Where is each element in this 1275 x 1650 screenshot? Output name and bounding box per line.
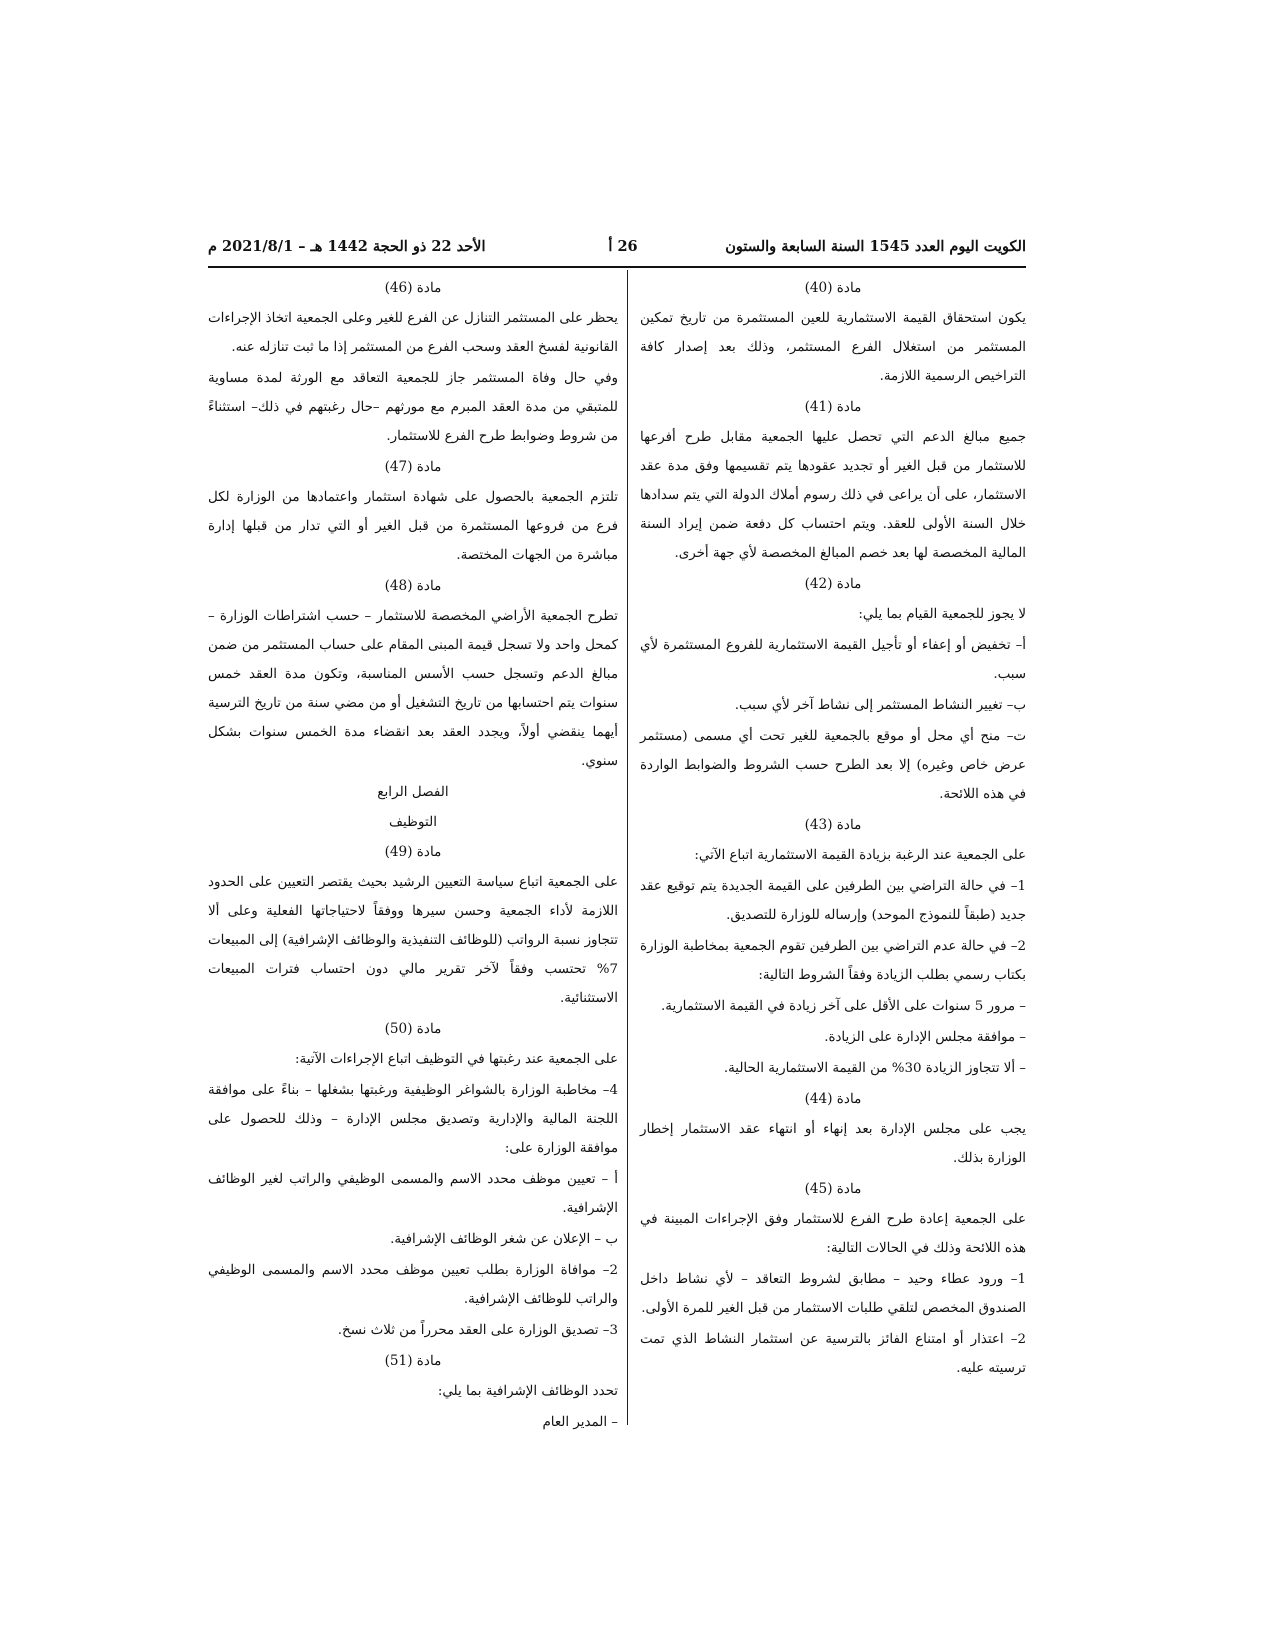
- header-rule: [208, 266, 1026, 268]
- column-divider: [627, 270, 628, 1425]
- paragraph: 2– اعتذار أو امتناع الفائز بالترسية عن استثمار النشاط الذي تمت ترسيته عليه.: [640, 1332, 1026, 1376]
- paragraph: يحظر على المستثمر التنازل عن الفرع للغير وعلى الجمعية اتخاذ الإجراءات القانونية لفسخ العقد وسحب الفرع من المستثمر إذا ما ثبت تنازله عنه.: [208, 311, 618, 355]
- paragraph: على الجمعية عند الرغبة بزيادة القيمة الاستثمارية اتباع الآتي:: [694, 848, 1026, 863]
- paragraph: 3– تصديق الوزارة على العقد محرراً من ثلاث نسخ.: [337, 1323, 618, 1338]
- page-header: [208, 238, 1026, 264]
- paragraph: وفي حال وفاة المستثمر جاز للجمعية التعاقد مع الورثة لمدة مساوية للمتبقي من مدة العقد المبرم مع مورثهم –حال رغبتهم في ذلك– استثناءً من شروط وضوابط طرح الفرع للاستثمار.: [208, 371, 618, 444]
- paragraph: 1– ورود عطاء وحيد – مطابق لشروط التعاقد – لأي نشاط داخل الصندوق المخصص لتلقي طلبات الاستثمار من قبل الغير للمرة الأولى.: [640, 1272, 1026, 1316]
- article-heading: مادة (51): [384, 1353, 442, 1369]
- right-column: [640, 274, 1026, 1385]
- header-page-number: 26 أ: [608, 238, 638, 255]
- article-heading: مادة (49): [384, 844, 442, 860]
- paragraph: ب – الإعلان عن شغر الوظائف الإشرافية.: [390, 1232, 618, 1247]
- paragraph: 4– مخاطبة الوزارة بالشواغر الوظيفية ورغبتها بشغلها – بناءً على موافقة اللجنة المالية والإدارية وتصديق مجلس الإدارة – وذلك للحصول على موافقة الوزارة على:: [208, 1083, 618, 1156]
- header-gazette-issue: الكويت اليوم العدد 1545 السنة السابعة والستون: [725, 238, 1026, 255]
- paragraph: تطرح الجمعية الأراضي المخصصة للاستثمار – حسب اشتراطات الوزارة – كمحل واحد ولا تسجل قيمة المبنى المقام على حساب المستثمر من ضمن مبالغ الدعم وتسجل حسب الأسس المناسبة، وتكون مدة العقد خمس سنوات يتم احتسابها من تاريخ التشغيل أو من مضي سنة من تاريخ الترسية أيهما ينقضي أولاً، ويجدد العقد بعد انقضاء مدة الخمس سنوات بشكل سنوي.: [208, 609, 618, 769]
- article-heading: مادة (45): [804, 1181, 862, 1197]
- article-heading: مادة (41): [804, 399, 862, 415]
- section-heading: الفصل الرابع: [377, 784, 449, 800]
- paragraph: ت– منح أي محل أو موقع بالجمعية للغير تحت أي مسمى (مستثمر عرض خاص وغيره) إلا بعد الطرح حسب الشروط والضوابط الواردة في هذه اللائحة.: [640, 729, 1026, 802]
- article-heading: مادة (48): [384, 578, 442, 594]
- paragraph: تحدد الوظائف الإشرافية بما يلي:: [437, 1384, 618, 1399]
- left-column: [208, 274, 618, 1439]
- paragraph: على الجمعية عند رغبتها في التوظيف اتباع الإجراءات الآتية:: [295, 1052, 618, 1067]
- paragraph: أ – تعيين موظف محدد الاسم والمسمى الوظيفي والراتب لغير الوظائف الإشرافية.: [208, 1172, 618, 1216]
- paragraph: – ألا تتجاوز الزيادة 30% من القيمة الاستثمارية الحالية.: [723, 1061, 1026, 1076]
- article-heading: مادة (46): [384, 280, 442, 296]
- paragraph: – موافقة مجلس الإدارة على الزيادة.: [824, 1030, 1026, 1045]
- article-heading: مادة (44): [804, 1091, 862, 1107]
- paragraph: جميع مبالغ الدعم التي تحصل عليها الجمعية مقابل طرح أفرعها للاستثمار من قبل الغير أو تجديد عقودها يتم تقسيمها وفق مدة عقد الاستثمار، على أن يراعى في ذلك رسوم أملاك الدولة التي يتم سدادها خلال السنة الأولى للعقد. ويتم احتساب كل دفعة ضمن إيراد السنة المالية المخصصة لها بعد خصم المبالغ المخصصة لأي جهة أخرى.: [640, 430, 1026, 561]
- paragraph: ب– تغيير النشاط المستثمر إلى نشاط آخر لأي سبب.: [734, 698, 1026, 713]
- section-heading: التوظيف: [388, 814, 438, 830]
- article-heading: مادة (50): [384, 1021, 442, 1037]
- paragraph: 2– موافاة الوزارة بطلب تعيين موظف محدد الاسم والمسمى الوظيفي والراتب للوظائف الإشرافية.: [208, 1263, 618, 1307]
- article-heading: مادة (47): [384, 459, 442, 475]
- paragraph: 2– في حالة عدم التراضي بين الطرفين تقوم الجمعية بمخاطبة الوزارة بكتاب رسمي بطلب الزيادة وفقاً الشروط التالية:: [640, 939, 1026, 983]
- article-heading: مادة (42): [804, 576, 862, 592]
- paragraph: أ– تخفيض أو إعفاء أو تأجيل القيمة الاستثمارية للفروع المستثمرة لأي سبب.: [640, 638, 1026, 682]
- paragraph: – المدير العام: [542, 1415, 618, 1430]
- paragraph: على الجمعية إعادة طرح الفرع للاستثمار وفق الإجراءات المبينة في هذه اللائحة وذلك في الحالات التالية:: [640, 1212, 1026, 1256]
- paragraph: يكون استحقاق القيمة الاستثمارية للعين المستثمرة من تاريخ تمكين المستثمر من استغلال الفرع المستثمر، وذلك بعد إصدار كافة التراخيص الرسمية اللازمة.: [640, 311, 1026, 384]
- paragraph: لا يجوز للجمعية القيام بما يلي:: [858, 607, 1026, 622]
- paragraph: 1– في حالة التراضي بين الطرفين على القيمة الجديدة يتم توقيع عقد جديد (طبقاً للنموذج الموحد) وإرساله للوزارة للتصديق.: [640, 879, 1026, 923]
- paragraph: – مرور 5 سنوات على الأقل على آخر زيادة في القيمة الاستثمارية.: [661, 999, 1026, 1014]
- article-heading: مادة (40): [804, 280, 862, 296]
- paragraph: يجب على مجلس الإدارة بعد إنهاء أو انتهاء عقد الاستثمار إخطار الوزارة بذلك.: [640, 1122, 1026, 1166]
- paragraph: تلتزم الجمعية بالحصول على شهادة استثمار واعتمادها من الوزارة لكل فرع من فروعها المستثمرة من قبل الغير أو التي تدار من قبلها إدارة مباشرة من الجهات المختصة.: [208, 490, 618, 563]
- header-date: الأحد 22 ذو الحجة 1442 هـ – 2021/8/1 م: [208, 238, 486, 255]
- article-heading: مادة (43): [804, 817, 862, 833]
- paragraph: على الجمعية اتباع سياسة التعيين الرشيد بحيث يقتصر التعيين على الحدود اللازمة لأداء الجمعية وحسن سيرها ووفقاً لاحتياجاتها الفعلية وعلى ألا تتجاوز نسبة الرواتب (للوظائف التنفيذية والوظائف الإشرافية) إلى المبيعات 7% تحتسب وفقاً لآخر تقرير مالي دون احتساب فترات المبيعات الاستثنائية.: [207, 875, 618, 1006]
